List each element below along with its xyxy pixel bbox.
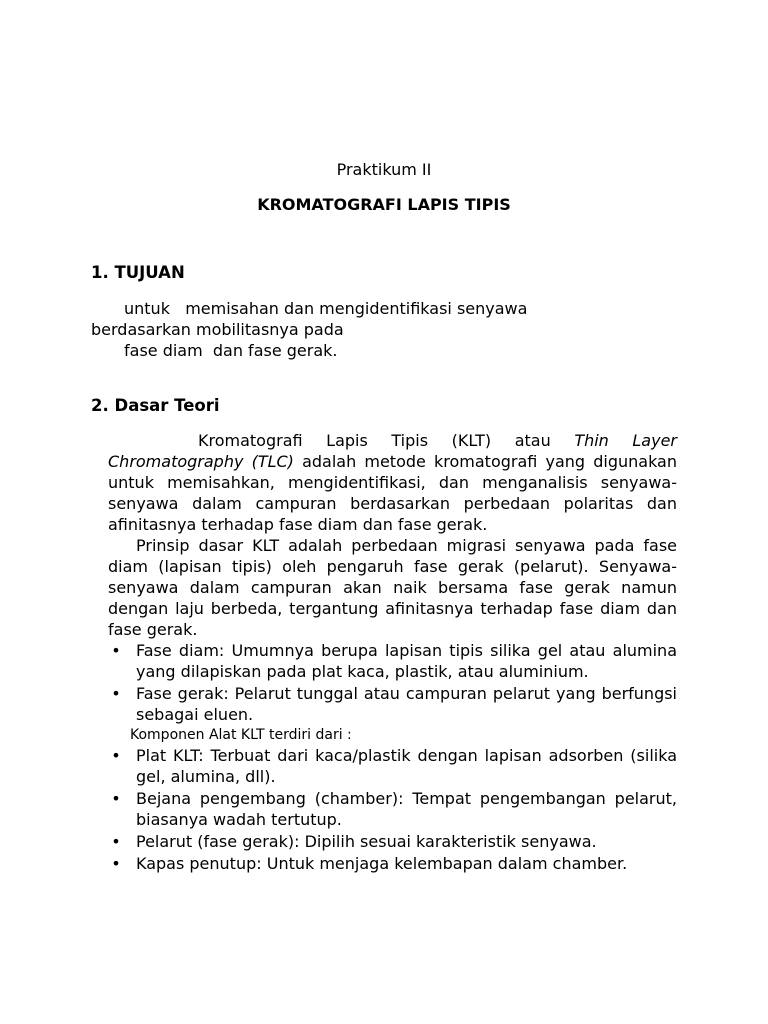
bullet-icon: • — [111, 832, 121, 851]
dasar-teori-paragraph-1 — [108, 430, 677, 535]
section-heading-tujuan: 1. TUJUAN — [91, 263, 185, 282]
list-item-text: Kapas penutup: Untuk menjaga kelembapan dalam chamber. — [136, 854, 628, 873]
list-item-text: Plat KLT: Terbuat dari kaca/plastik dengan lapisan adsorben (silika gel, alumina, dll). — [136, 746, 677, 786]
tujuan-line-2: berdasarkan mobilitasnya pada — [91, 320, 344, 339]
komponen-bullet-list — [108, 745, 677, 874]
list-item-text: Fase gerak: Pelarut tunggal atau campuran pelarut yang berfungsi sebagai eluen. — [136, 684, 677, 724]
list-item — [108, 683, 677, 725]
bullet-icon: • — [111, 641, 121, 660]
document-subtitle: Praktikum II — [336, 160, 432, 179]
phase-bullet-list — [108, 640, 677, 725]
list-item — [108, 788, 677, 830]
list-item — [108, 745, 677, 787]
paragraph-1-italic-term: Thin Layer Chromatography (TLC) — [108, 431, 678, 471]
bullet-icon: • — [111, 789, 121, 808]
document-title: KROMATOGRAFI LAPIS TIPIS — [257, 195, 511, 214]
paragraph-1-text-b: adalah metode kromatografi yang digunakan untuk memisahkan, mengidentifikasi, dan menganalisis senyawa-senyawa dalam campuran berdasarkan perbedaan polaritas dan afinitasnya terhadap fase diam dan fase gerak. — [108, 452, 677, 534]
list-item — [108, 831, 677, 852]
tujuan-paragraph — [91, 298, 691, 361]
komponen-intro: Komponen Alat KLT terdiri dari : — [130, 727, 352, 743]
list-item-text: Pelarut (fase gerak): Dipilih sesuai karakteristik senyawa. — [136, 832, 597, 851]
tujuan-line-1: untuk memisahan dan mengidentifikasi senyawa — [124, 299, 528, 318]
list-item-text: Fase diam: Umumnya berupa lapisan tipis silika gel atau alumina yang dilapiskan pada plat kaca, plastik, atau aluminium. — [136, 641, 677, 681]
paragraph-1-text-a: Kromatografi Lapis Tipis (KLT) atau — [198, 431, 575, 450]
bullet-icon: • — [111, 854, 121, 873]
bullet-icon: • — [111, 684, 121, 703]
list-item — [108, 640, 677, 682]
tujuan-line-3: fase diam dan fase gerak. — [124, 341, 338, 360]
dasar-teori-paragraph-2: Prinsip dasar KLT adalah perbedaan migrasi senyawa pada fase diam (lapisan tipis) oleh pengaruh fase gerak (pelarut). Senyawa-senyawa dalam campuran akan naik bersama fase gerak namun dengan laju berbeda, tergantung afinitasnya terhadap fase diam dan fase gerak. — [108, 536, 677, 639]
dasar-teori-body — [108, 430, 677, 874]
bullet-icon: • — [111, 746, 121, 765]
list-item — [108, 853, 677, 874]
section-heading-dasar-teori: 2. Dasar Teori — [91, 396, 220, 415]
list-item-text: Bejana pengembang (chamber): Tempat pengembangan pelarut, biasanya wadah tertutup. — [136, 789, 677, 829]
